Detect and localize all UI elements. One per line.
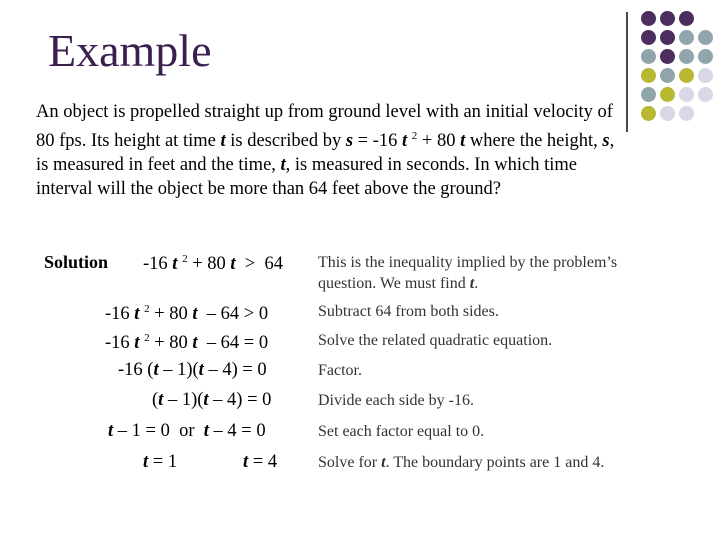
dot xyxy=(679,106,694,121)
math-step-3: -16 t $^2$ + 80 t – 64 = 0 xyxy=(105,332,269,354)
dot xyxy=(660,68,675,83)
dot xyxy=(698,68,713,83)
dot xyxy=(660,87,675,102)
dot xyxy=(641,30,656,45)
note-step-7: Solve for t. The boundary points are 1 and 4. xyxy=(318,454,605,471)
dot xyxy=(660,30,675,45)
note-step-3: Solve the related quadratic equation. xyxy=(318,332,553,349)
math-step-4: -16 (t – 1)(t – 4) = 0 xyxy=(118,360,267,380)
dot xyxy=(641,49,656,64)
solution-label: Solution xyxy=(44,252,109,272)
dot xyxy=(698,87,713,102)
math-step-7-left: t = 1 xyxy=(143,452,178,472)
math-step-1: -16 t $^2$ + 80 t > 64 xyxy=(143,253,283,275)
dot xyxy=(679,87,694,102)
divider-line xyxy=(626,12,628,132)
note-step-5: Divide each side by -16. xyxy=(318,392,474,409)
problem-statement: An object is propelled straight up from ground level with an initial velocity of 80 fps. Its height at time t is described by s = -16 t $^2$ + 80 t where the height, s, is measured in feet and the time, t, is measured in seconds. In which time interval will the object be more than 64 feet above the ground? xyxy=(36,102,615,200)
dot xyxy=(660,11,675,26)
dot xyxy=(641,11,656,26)
dot xyxy=(660,106,675,121)
dot xyxy=(660,49,675,64)
dot xyxy=(679,30,694,45)
dot xyxy=(698,30,713,45)
math-step-5: (t – 1)(t – 4) = 0 xyxy=(152,390,272,410)
dot xyxy=(679,68,694,83)
math-step-7-right: t = 4 xyxy=(243,452,278,472)
slide-title: Example xyxy=(48,25,212,76)
dot xyxy=(698,49,713,64)
math-step-2: -16 t $^2$ + 80 t – 64 > 0 xyxy=(105,303,269,325)
note-step-6: Set each factor equal to 0. xyxy=(318,423,485,440)
dot xyxy=(641,68,656,83)
note-step-2: Subtract 64 from both sides. xyxy=(318,303,499,320)
dot xyxy=(679,11,694,26)
note-step-1: This is the inequality implied by the problem’s question. We must find t. xyxy=(318,254,618,292)
dot xyxy=(641,87,656,102)
dot xyxy=(679,49,694,64)
note-step-4: Factor. xyxy=(318,362,362,379)
math-step-6: t – 1 = 0 or t – 4 = 0 xyxy=(108,421,266,441)
dot xyxy=(641,106,656,121)
